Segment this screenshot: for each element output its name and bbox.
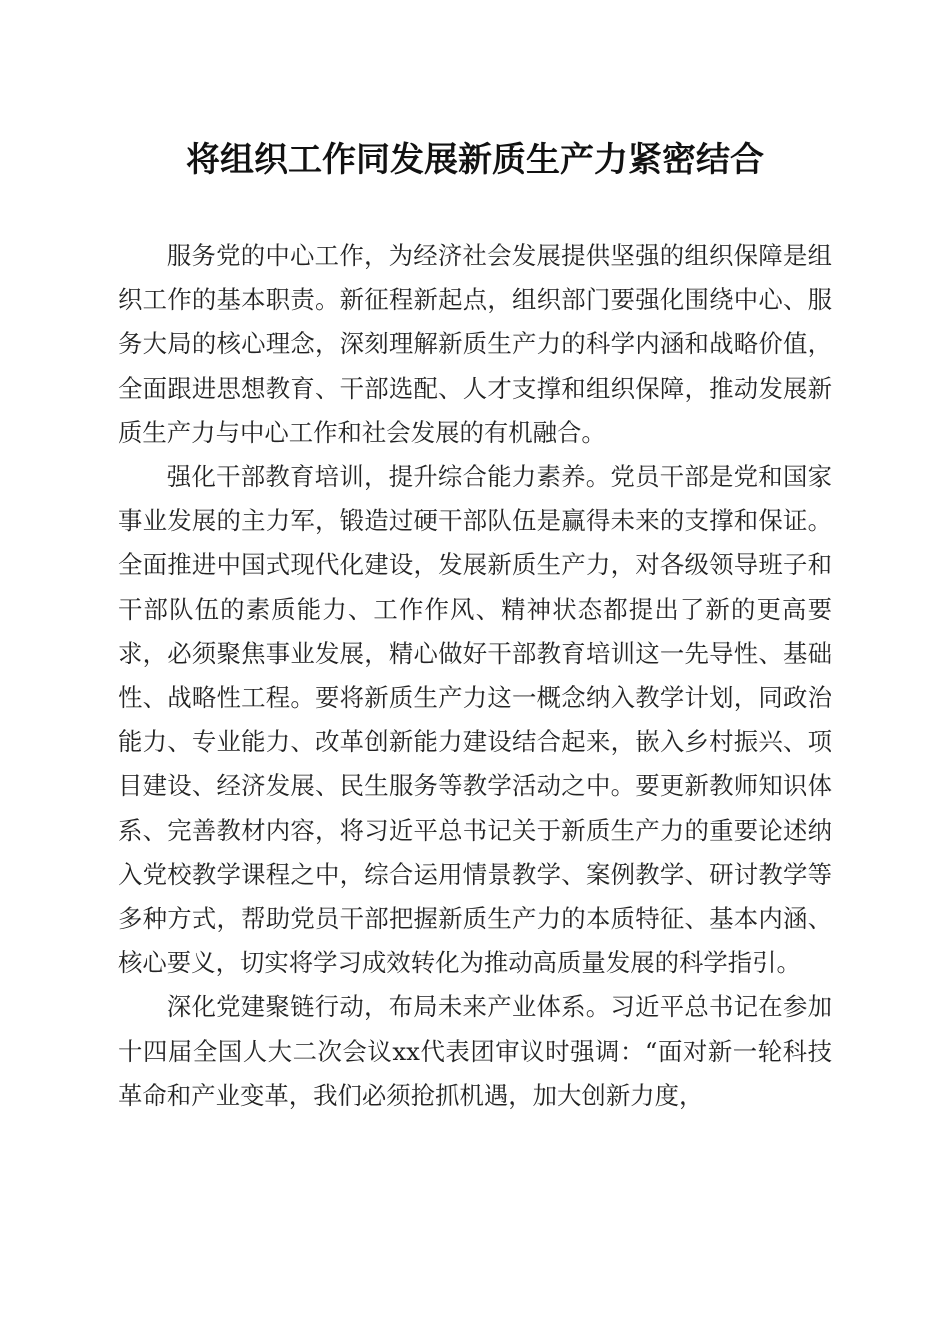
paragraph-intro: 服务党的中心工作，为经济社会发展提供坚强的组织保障是组织工作的基本职责。新征程新起点，组织部门要强化围绕中心、服务大局的核心理念，深刻理解新质生产力的科学内涵和战略价值，全面跟进思想教育、干部选配、人才支撑和组织保障，推动发展新质生产力与中心工作和社会发展的有机融合。 [118,241,832,447]
document-body [118,234,832,1118]
paragraph-industry-chain: 深化党建聚链行动，布局未来产业体系。习近平总书记在参加十四届全国人大二次会议xx代表团审议时强调：“面对新一轮科技革命和产业变革，我们必须抢抓机遇，加大创新力度， [118,992,832,1110]
paragraph-cadre-training: 强化干部教育培训，提升综合能力素养。党员干部是党和国家事业发展的主力军，锻造过硬干部队伍是赢得未来的支撑和保证。全面推进中国式现代化建设，发展新质生产力，对各级领导班子和干部队伍的素质能力、工作作风、精神状态都提出了新的更高要求，必须聚焦事业发展，精心做好干部教育培训这一先导性、基础性、战略性工程。要将新质生产力这一概念纳入教学计划，同政治能力、专业能力、改革创新能力建设结合起来，嵌入乡村振兴、项目建设、经济发展、民生服务等教学活动之中。要更新教师知识体系、完善教材内容，将习近平总书记关于新质生产力的重要论述纳入党校教学课程之中，综合运用情景教学、案例教学、研讨教学等多种方式，帮助党员干部把握新质生产力的本质特征、基本内涵、核心要义，切实将学习成效转化为推动高质量发展的科学指引。 [118,462,832,978]
document-title: 将组织工作同发展新质生产力紧密结合 [186,140,764,180]
